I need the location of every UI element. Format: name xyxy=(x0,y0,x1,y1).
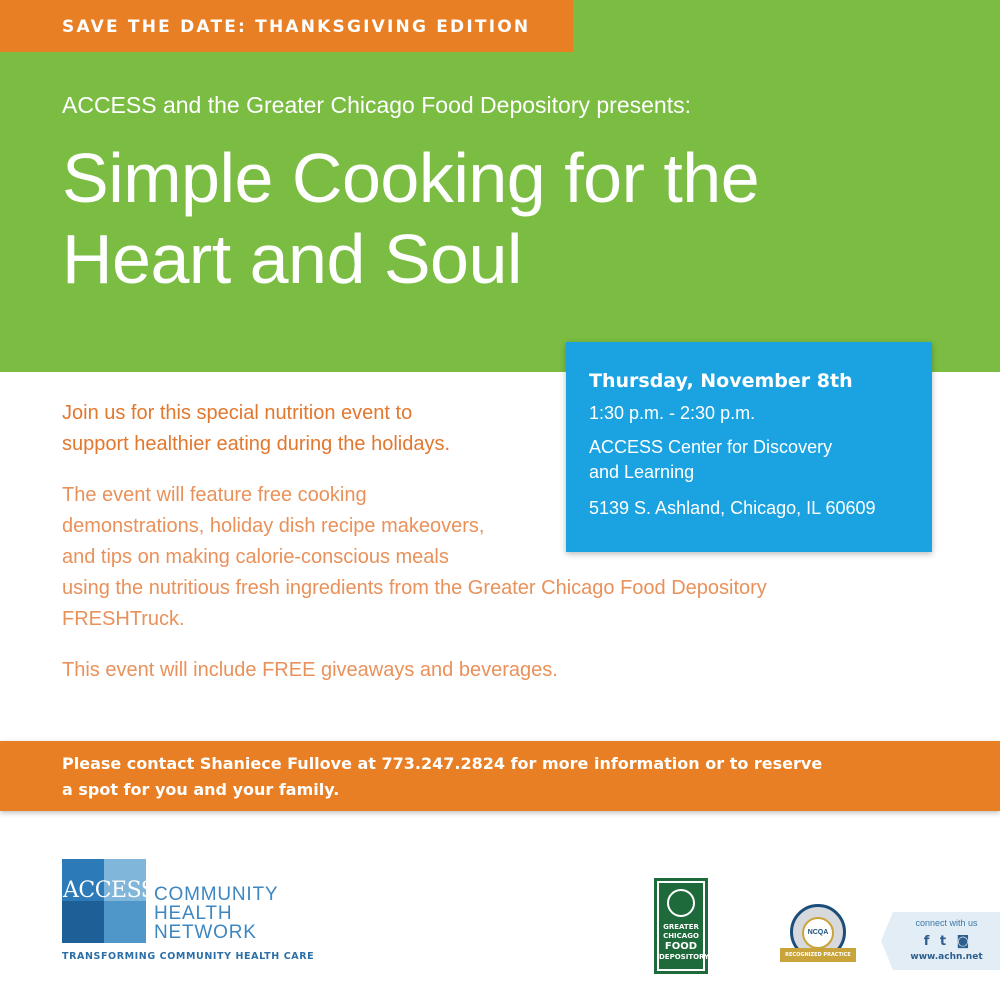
social-icons xyxy=(893,932,1000,950)
access-name-line-3: NETWORK xyxy=(154,922,257,943)
access-tagline: TRANSFORMING COMMUNITY HEALTH CARE xyxy=(62,951,315,962)
features-paragraph xyxy=(62,480,912,635)
event-title xyxy=(62,138,759,300)
title-line-2: Heart and Soul xyxy=(62,220,522,298)
features-line-2: demonstrations, holiday dish recipe makeovers, xyxy=(62,515,485,537)
food-globe-icon xyxy=(667,889,695,917)
event-date: Thursday, November 8th xyxy=(589,370,853,392)
food-depository-text: GREATER CHICAGO FOOD DEPOSITORY xyxy=(659,923,710,961)
intro-line-2: support healthier eating during the holidays. xyxy=(62,433,451,455)
facebook-icon[interactable]: f xyxy=(923,934,930,949)
save-the-date-banner: SAVE THE DATE: THANKSGIVING EDITION xyxy=(0,0,573,52)
access-name-line-1: COMMUNITY xyxy=(154,884,279,905)
features-line-1: The event will feature free cooking xyxy=(62,484,367,506)
connect-panel xyxy=(893,912,1000,970)
contact-line-1: Please contact Shaniece Fullove at 773.247.2824 for more information or to reserve xyxy=(62,754,823,773)
instagram-icon[interactable]: ◙ xyxy=(956,934,970,949)
venue-line-1: ACCESS Center for Discovery xyxy=(589,437,833,457)
contact-line-2: a spot for you and your family. xyxy=(62,780,340,799)
food-depository-logo xyxy=(654,878,708,974)
venue-line-2: and Learning xyxy=(589,462,695,482)
ncqa-center: NCQA xyxy=(802,917,834,949)
access-name-line-2: HEALTH xyxy=(154,903,233,924)
intro-paragraph xyxy=(62,398,522,460)
giveaways-paragraph: This event will include FREE giveaways and beverages. xyxy=(62,659,558,681)
hero-banner xyxy=(0,0,1000,372)
access-logo-mark xyxy=(62,859,156,943)
event-time: 1:30 p.m. - 2:30 p.m. xyxy=(589,403,756,423)
twitter-icon[interactable]: t xyxy=(939,934,947,949)
access-name-rest xyxy=(154,904,257,942)
access-wordmark: ACCESS xyxy=(63,878,156,903)
contact-banner xyxy=(0,741,1000,811)
website-link[interactable]: www.achn.net xyxy=(910,952,983,962)
connect-label: connect with us xyxy=(915,918,978,928)
access-logo xyxy=(62,859,315,969)
features-line-4: using the nutritious fresh ingredients from the Greater Chicago Food Depository xyxy=(62,577,767,599)
ncqa-ribbon: RECOGNIZED PRACTICE xyxy=(780,948,856,962)
features-line-5: FRESHTruck. xyxy=(62,608,185,630)
presenters-line: ACCESS and the Greater Chicago Food Depository presents: xyxy=(62,92,691,118)
event-venue xyxy=(589,435,889,485)
intro-line-1: Join us for this special nutrition event to xyxy=(62,402,413,424)
ncqa-badge xyxy=(780,904,856,974)
features-line-3: and tips on making calorie-conscious meals xyxy=(62,546,449,568)
title-line-1: Simple Cooking for the xyxy=(62,139,760,217)
event-address: 5139 S. Ashland, Chicago, IL 60609 xyxy=(589,498,876,518)
